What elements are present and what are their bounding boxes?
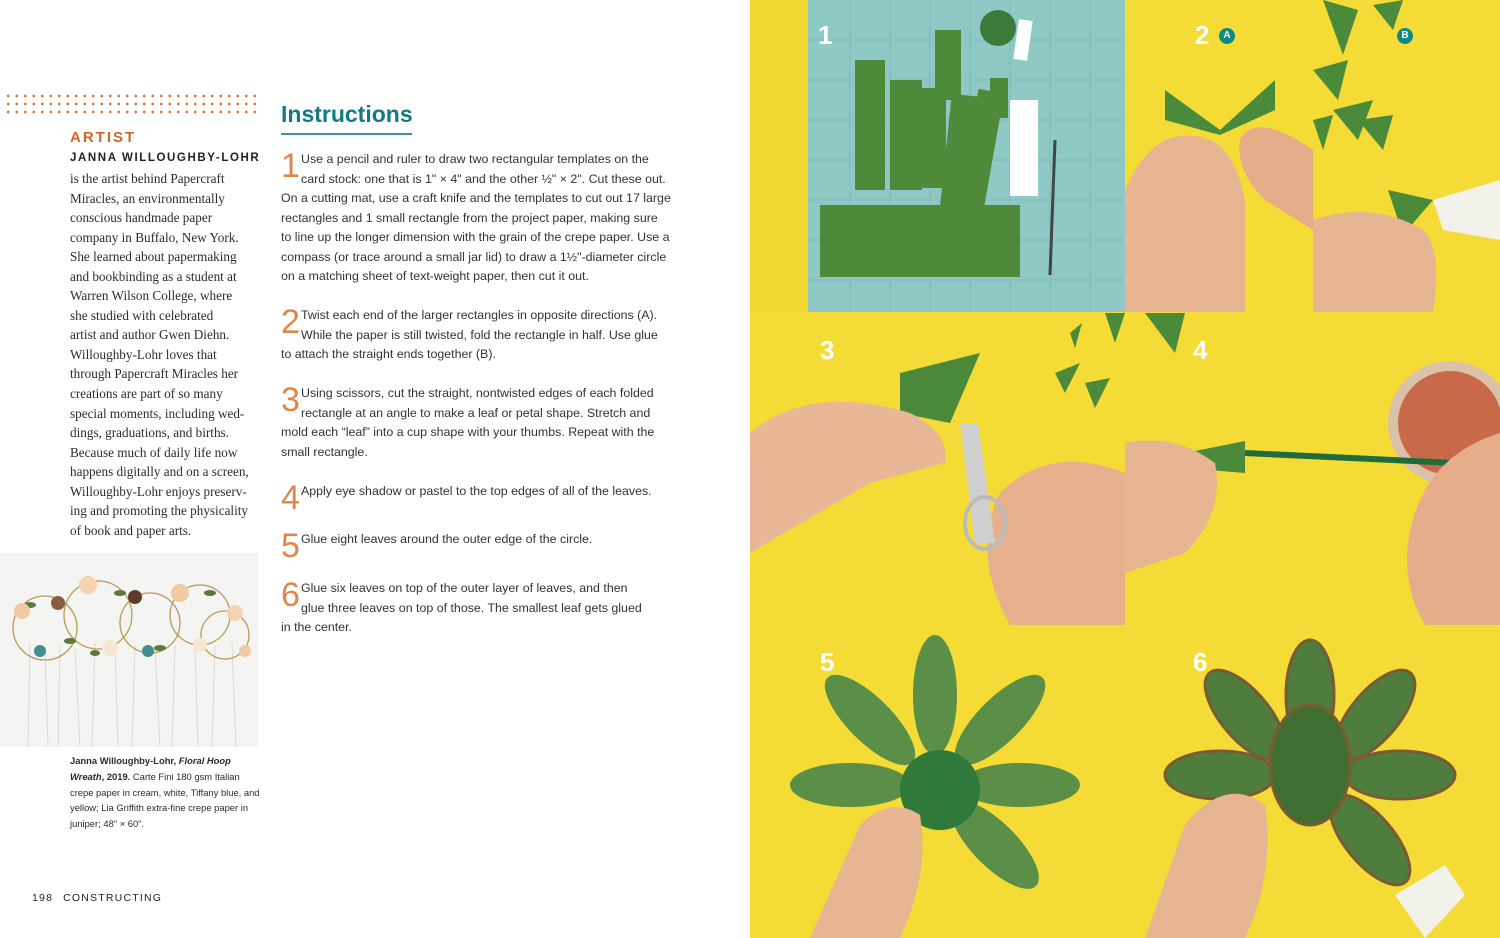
bio-line: through Papercraft Miracles her — [70, 366, 239, 382]
floral-hoop-wreath-image — [0, 553, 258, 747]
step-2a-photo — [1125, 0, 1313, 312]
bio-line: conscious handmade paper — [70, 210, 213, 226]
bio-line: Willoughby-Lohr enjoys preserv- — [70, 483, 247, 499]
decorative-dot-rule — [4, 92, 259, 114]
step-line: to line up the longer dimension with the grain of the crepe paper. Use a — [281, 230, 670, 245]
step-line: Glue six leaves on top of the outer layer of leaves, and then — [301, 581, 628, 595]
step-4-photo — [1125, 313, 1500, 625]
step-3-photo — [750, 313, 1125, 625]
page-footer — [32, 892, 172, 904]
image-caption — [70, 753, 260, 832]
step-line: rectangles and 1 small rectangle from the project paper, making sure — [281, 210, 658, 225]
instruction-step-1 — [281, 147, 681, 287]
bio-line: artist and author Gwen Diehn. — [70, 327, 230, 343]
step-line: in the center. — [281, 620, 352, 635]
step-number: 2 — [281, 303, 300, 341]
bio-line: Warren Wilson College, where — [70, 288, 233, 304]
badge-b: B — [1397, 28, 1413, 44]
step-5-label: 5 — [820, 647, 835, 677]
bio-line: happens digitally and on a screen, — [70, 464, 249, 480]
bio-line: is the artist behind Papercraft — [70, 171, 225, 186]
bio-line: She learned about papermaking — [70, 249, 237, 265]
instruction-step-3 — [281, 381, 681, 462]
bio-line: of book and paper arts. — [70, 522, 192, 538]
step-6-label: 6 — [1193, 647, 1208, 677]
instruction-step-2 — [281, 303, 681, 365]
step-line: Use a pencil and ruler to draw two rectangular templates on the — [301, 152, 649, 166]
instruction-step-6 — [281, 576, 681, 638]
step-1-label: 1 — [818, 20, 833, 50]
step-3-label: 3 — [820, 335, 835, 365]
step-line: mold each “leaf” into a cup shape with your thumbs. Repeat with the — [281, 425, 655, 440]
artist-label: ARTIST — [70, 129, 137, 146]
step-line: to attach the straight ends together (B). — [281, 347, 496, 362]
caption-artist: Janna Willoughby-Lohr, — [70, 755, 179, 766]
bio-line: Willoughby-Lohr loves that — [70, 346, 217, 362]
step-line: Twist each end of the larger rectangles in opposite directions (A). — [301, 308, 658, 322]
step-line: small rectangle. — [281, 444, 368, 459]
step-line: rectangle at an angle to make a leaf or petal shape. Stretch and — [301, 405, 651, 420]
step-2b-photo — [1313, 0, 1500, 312]
instruction-step-4 — [281, 479, 681, 517]
bio-line: special moments, including wed- — [70, 405, 245, 421]
step-line: compass (or trace around a small jar lid) to draw a 1½"-diameter circle — [281, 249, 667, 264]
step-photo-grid — [750, 0, 1500, 938]
step-number: 5 — [281, 527, 300, 565]
page-number: 198 — [32, 892, 54, 904]
bio-line: company in Buffalo, New York. — [70, 229, 239, 245]
step-1-photo — [750, 0, 1125, 312]
instruction-step-5 — [281, 527, 681, 565]
caption-details: Carte Fini 180 gsm Italian crepe paper in cream, white, Tiffany blue, and yellow; Lia Griffith extra-fine crepe paper in juniper; 48" × 60". — [70, 770, 260, 830]
step-line: glue three leaves on top of those. The smallest leaf gets glued — [301, 600, 642, 615]
step-2-label: 2 — [1195, 20, 1210, 50]
step-5-photo — [750, 625, 1125, 938]
section-name: CONSTRUCTING — [63, 892, 163, 904]
step-line: While the paper is still twisted, fold the rectangle in half. Use glue — [301, 327, 658, 342]
step-line: Glue eight leaves around the outer edge of the circle. — [301, 532, 593, 546]
bio-line: ing and promoting the physicality — [70, 503, 249, 519]
step-line: Using scissors, cut the straight, nontwisted edges of each folded — [301, 386, 654, 400]
badge-a: A — [1219, 28, 1235, 44]
caption-title: Floral Hoop Wreath — [70, 755, 231, 782]
step-line: On a cutting mat, use a craft knife and the templates to cut out 17 large — [281, 191, 671, 206]
bio-line: dings, graduations, and births. — [70, 425, 229, 441]
step-number: 3 — [281, 381, 300, 419]
step-number: 1 — [281, 147, 300, 185]
caption-year: , 2019. — [101, 770, 131, 782]
bio-line: and bookbinding as a student at — [70, 268, 237, 284]
bio-line: Because much of daily life now — [70, 444, 238, 460]
step-number: 4 — [281, 479, 300, 517]
step-line: on a matching sheet of text-weight paper, then cut it out. — [281, 269, 589, 284]
bio-line: she studied with celebrated — [70, 307, 214, 323]
artist-bio — [70, 169, 260, 540]
step-line: Apply eye shadow or pastel to the top edges of all of the leaves. — [301, 484, 652, 498]
bio-line: creations are part of so many — [70, 386, 223, 402]
step-6-photo — [1125, 625, 1500, 938]
instructions-title: Instructions — [281, 101, 413, 127]
bio-line: Miracles, an environmentally — [70, 190, 225, 206]
artist-name: JANNA WILLOUGHBY-LOHR — [70, 152, 261, 164]
step-line: card stock: one that is 1" × 4" and the other ½" × 2". Cut these out. — [301, 171, 666, 186]
title-underline — [281, 133, 412, 135]
step-number: 6 — [281, 576, 300, 614]
step-4-label: 4 — [1193, 335, 1208, 365]
